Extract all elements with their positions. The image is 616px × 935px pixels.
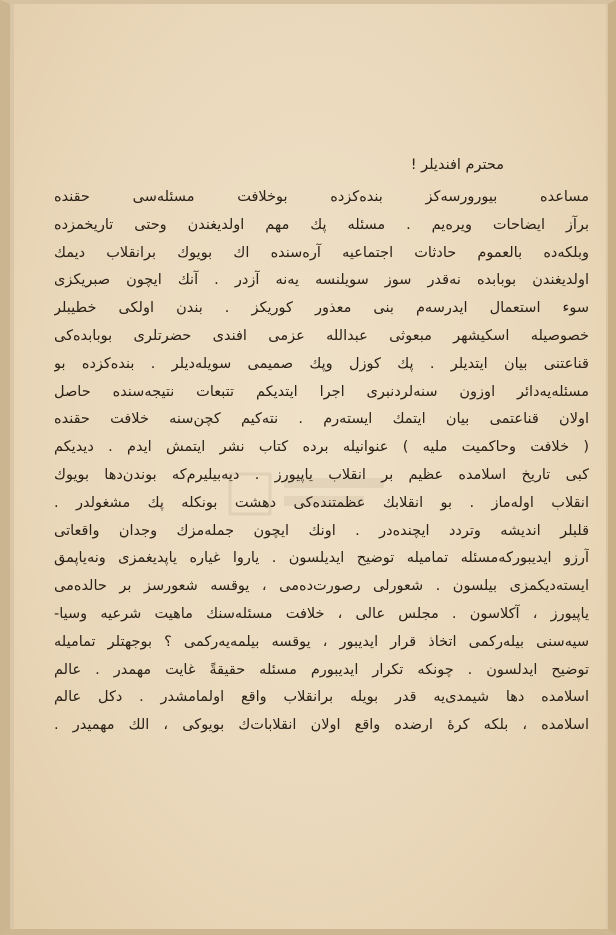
- text-line-3: وبلکه‌ده بالعموم حادثات اجتماعیه آره‌سنده اك بویوك برانقلاب دیمك: [54, 244, 589, 261]
- text-line-16: یاپیورز ، آکلاسون . مجلس عالی ، خلافت مسئله‌سنك ماهیت شرعیه وسیا-: [54, 605, 589, 622]
- text-line-6: خصوصیله اسکیشهر مبعوثی عبدالله عزمی افندی حضرتلری بوبابده‌کی: [54, 327, 589, 344]
- text-line-17: سیه‌سنی بیله‌رکمی اتخاذ قرار ایدیبور ، یوقسه بیلمه‌یه‌رکمی ؟ بوجهتلر تمامیله: [54, 633, 589, 650]
- text-line-4: اولدیغندن بوبابده نه‌قدر سوز سویلنسه یه‌نه آزدر . آنك ایچون صبریکزی: [54, 272, 589, 289]
- text-line-7: قناعتنی بیان ایتدیلر . پك کوزل وپك صمیمی سویله‌دیلر . بنده‌کزده بو: [54, 355, 589, 372]
- text-line-14: آرزو ایدیبورکه‌مسئله تمامیله توضیح ایدیلسون . یاروا غیاره یاپدیغمزی ونه‌یاپمق: [54, 550, 589, 567]
- book-page: [14, 4, 606, 929]
- text-line-20: اسلامده ، بلکه کرهٔ ارضده واقع اولان انقلابات‌ك بویوکی ، الك مهمیدر .: [54, 717, 589, 734]
- text-line-5: سوء استعمال ایدرسه‌م بنی معذور کوریکز . بندن اولکی خطیبلر: [54, 300, 589, 317]
- text-block: [54, 147, 589, 740]
- text-line-18: توضیح ایدلسون . چونکه تکرار ایدیبورم مسئله حقیقةً غایت مهمدر . عالم: [54, 661, 589, 678]
- text-line-12: انقلاب اوله‌ماز . بو انقلابك عظمتنده‌کی دهشت بونکله پك مشغولدر .: [54, 494, 589, 511]
- text-line-2: برآز ایضاحات ویره‌یم . مسئله پك مهم اولدیغندن وحتی تاریخمزده: [54, 216, 589, 233]
- text-line-9: اولان قناعتمی بیان ایتمك ایسته‌رم . نته‌کیم کچن‌سنه خلافت حقنده: [54, 411, 589, 428]
- text-line-19: اسلامده دها شیمدی‌یه قدر بویله برانقلاب واقع اولمامشدر . دکل عالم: [54, 689, 589, 706]
- text-line-1: مساعده بیورورسه‌کز بنده‌کزده بوخلافت مسئله‌سی حقنده: [54, 189, 589, 205]
- salutation: محترم افندیلر !: [410, 157, 504, 173]
- text-line-8: مسئله‌یه‌دائر اوزون سنه‌لردنبری اجرا ایتدیکم تتبعات نتیجه‌سنده حاصل: [54, 383, 589, 400]
- text-line-10: ( خلافت وحاکمیت ملیه ) عنوانیله برده کتاب نشر ایتمش ایدم . دیدیکم: [54, 439, 589, 456]
- text-line-11: کبی تاریخ اسلامده عظیم بر انقلاب یاپیورز . دیه‌بیلیرم‌که بوندن‌دها بویوك: [54, 466, 589, 483]
- text-line-13: قلبلر اندیشه وتردد ایچنده‌در . اونك ایچون جمله‌مزك وجدان واقعاتی: [54, 522, 589, 539]
- text-line-15: ایسته‌دیکمزی بیلسون . شعورلی رصورت‌ده‌می ، یوقسه شعورسز بر حالده‌می: [54, 578, 589, 595]
